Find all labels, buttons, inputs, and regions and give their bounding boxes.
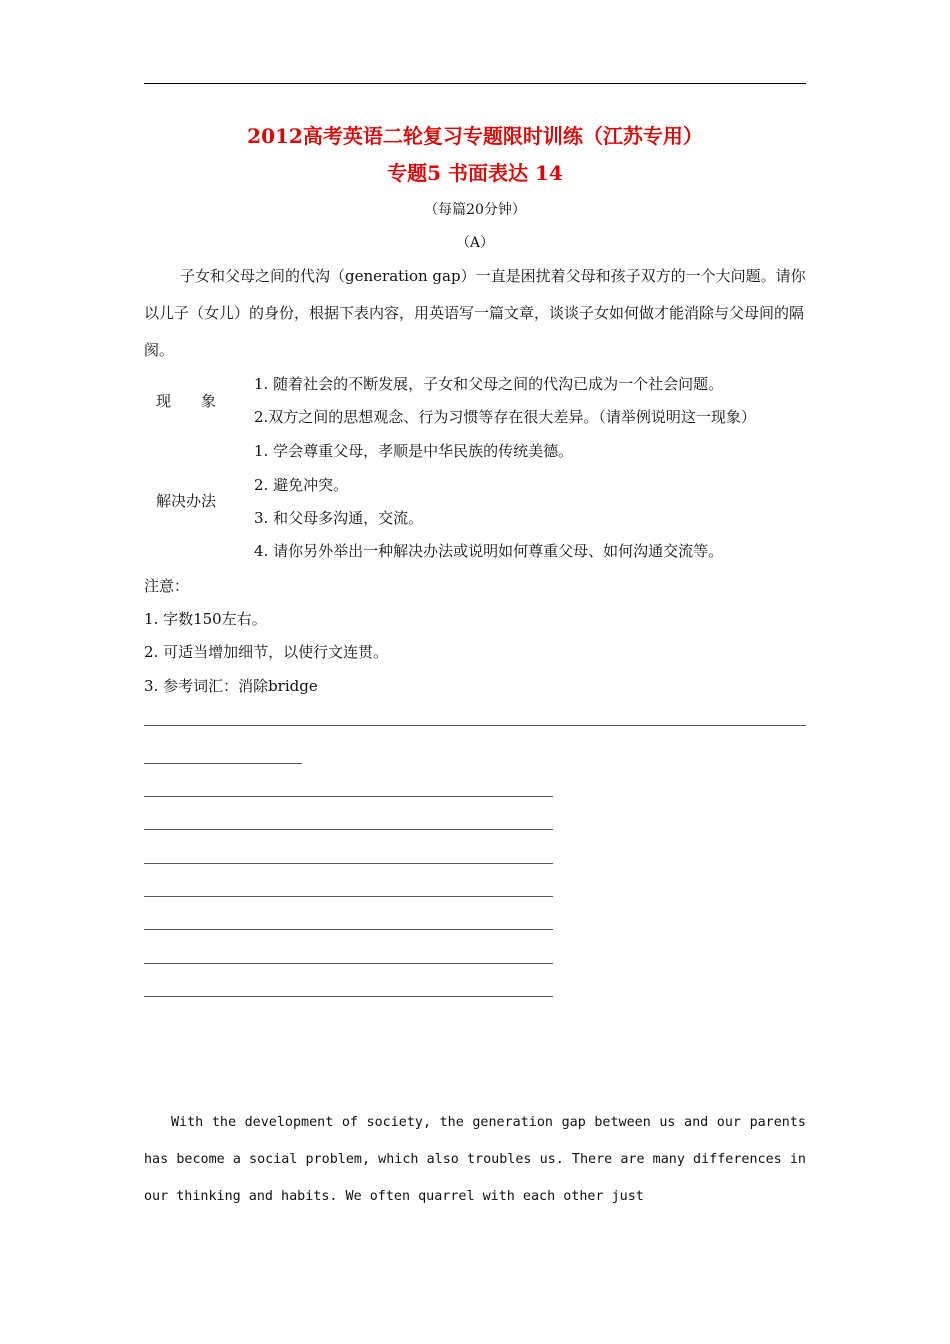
answer-line [144,763,302,764]
notes-heading: 注意： [144,577,190,595]
note-item-1: 1. 字数150左右。 [144,610,267,628]
answer-line [144,796,553,797]
answer-line [144,725,806,726]
top-rule [144,83,806,84]
solution-label: 解决办法 [156,492,217,510]
solution-item-3: 3. 和父母多沟通，交流。 [254,509,424,527]
task-intro-text: 子女和父母之间的代沟（generation gap）一直是困扰着父母和孩子双方的一个大问题。请你以儿子（女儿）的身份，根据下表内容，用英语写一篇文章，谈谈子女如何做才能消除与父母间的隔阂。 [144,267,806,359]
sample-essay-text: With the development of society, the generation gap between us and our parents has become a social problem, which also troubles us. There are many differences in our thinking and habits. We often quarrel with each other just [144,1115,806,1204]
answer-line [144,963,553,964]
phenomenon-item-1: 1. 随着社会的不断发展，子女和父母之间的代沟已成为一个社会问题。 [254,375,724,393]
answer-line [144,829,553,830]
solution-item-1: 1. 学会尊重父母，孝顺是中华民族的传统美德。 [254,442,574,460]
answer-line [144,896,553,897]
answer-line [144,863,553,864]
answer-line [144,996,553,997]
solution-item-4: 4. 请你另外举出一种解决办法或说明如何尊重父母、如何沟通交流等。 [254,542,724,560]
solution-item-2: 2. 避免冲突。 [254,476,349,494]
note-item-2: 2. 可适当增加细节，以使行文连贯。 [144,643,389,661]
answer-line [144,929,553,930]
time-note: （每篇20分钟） [424,202,526,218]
task-intro [144,258,806,369]
page-subtitle: 专题5 书面表达 14 [387,161,563,185]
section-label: （A） [455,235,495,251]
phenomenon-label: 现 象 [156,392,217,410]
page-title: 2012高考英语二轮复习专题限时训练（江苏专用） [247,124,703,148]
phenomenon-item-2: 2.双方之间的思想观念、行为习惯等存在很大差异。（请举例说明这一现象） [254,408,756,426]
note-item-3: 3. 参考词汇：消除bridge [144,677,318,695]
sample-essay [144,1104,806,1215]
